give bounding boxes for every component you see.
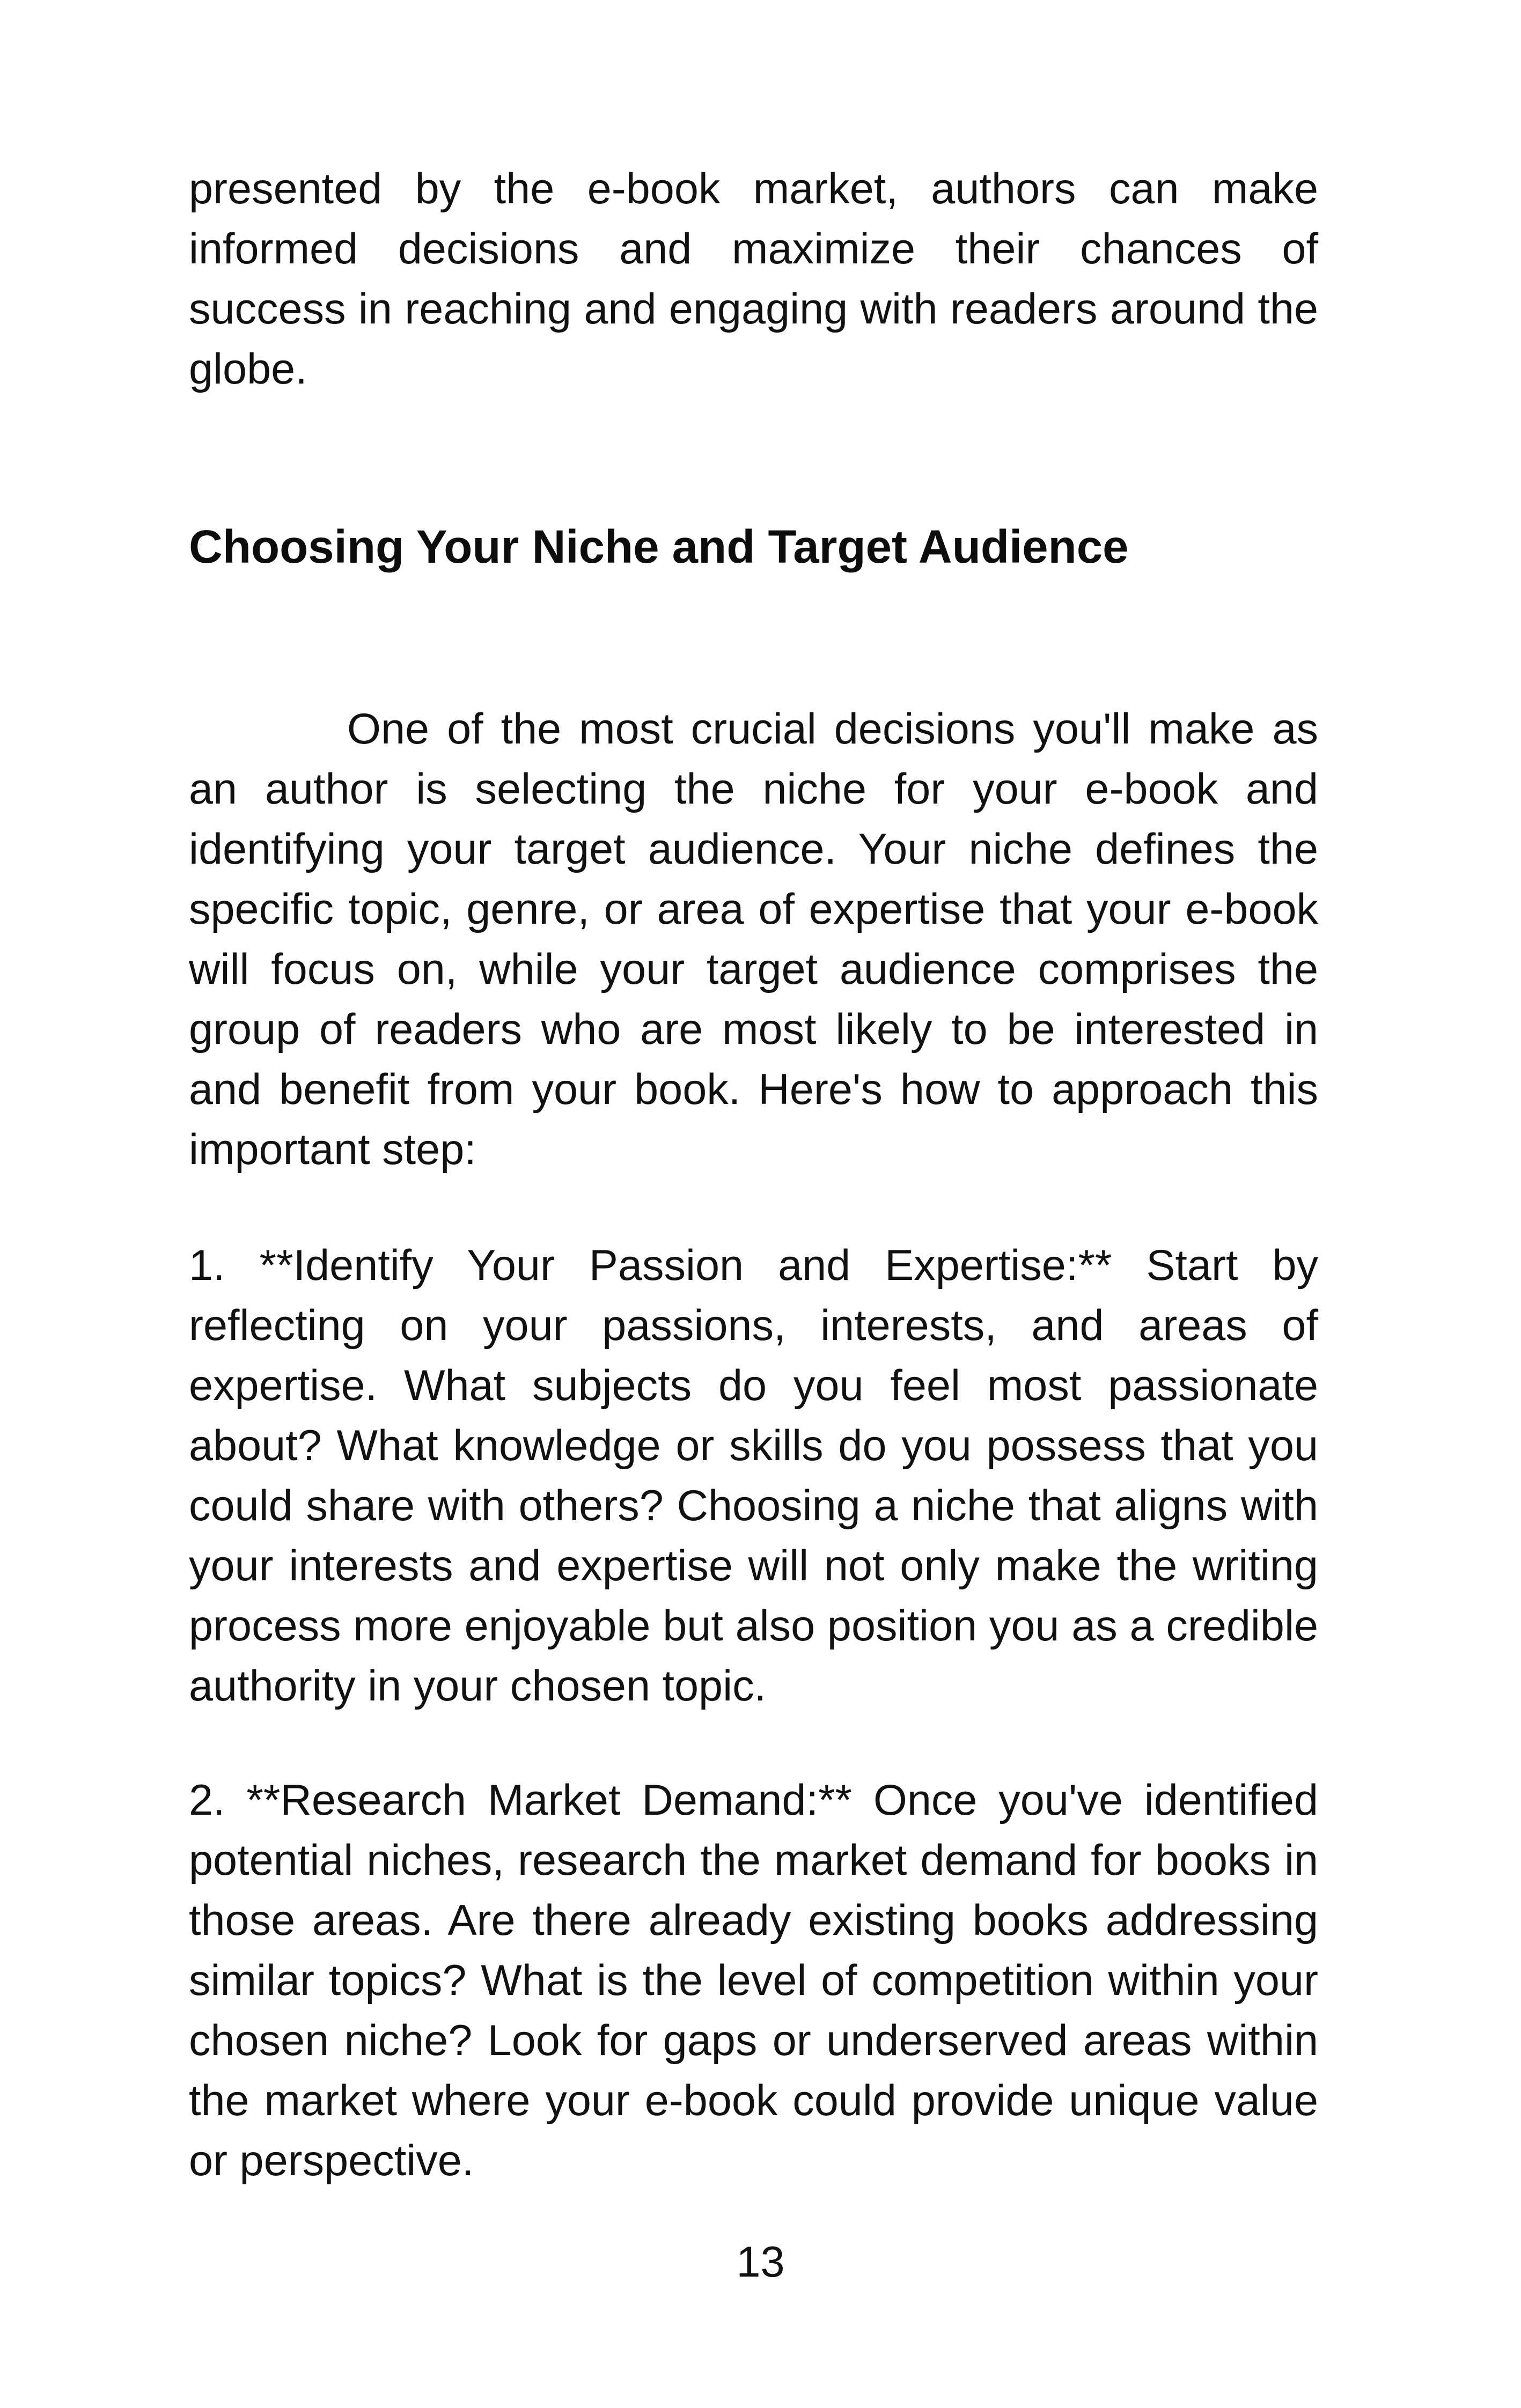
section-heading: Choosing Your Niche and Target Audience xyxy=(189,521,1129,573)
intro-paragraph: presented by the e-book market, authors can make informed decisions and maximize their chances of success in reaching and engaging with readers around the globe. xyxy=(189,165,1318,393)
lead-paragraph: One of the most crucial decisions you'll make as an author is selecting the niche for your e-book and identifying your target audience. Your niche defines the specific topic, genre, or area of expertise that your e-book will focus on, while your target audience comprises the group of readers who are most likely to be interested in and benefit from your book. Here's how to approach this important step: xyxy=(189,705,1318,1174)
page-number: 13 xyxy=(736,2238,785,2286)
list-item-identify-passion: 1. **Identify Your Passion and Expertise:** Start by reflecting on your passions, interests, and areas of expertise. What subjects do you feel most passionate about? What knowledge or skills do you possess that you could share with others? Choosing a niche that aligns with your interests and expertise will not only make the writing process more enjoyable but also position you as a credible authority in your chosen topic. xyxy=(189,1241,1318,1710)
list-item-research-market: 2. **Research Market Demand:** Once you've identified potential niches, research the market demand for books in those areas. Are there already existing books addressing similar topics? What is the level of competition within your chosen niche? Look for gaps or underserved areas within the market where your e-book could provide unique value or perspective. xyxy=(189,1776,1318,2185)
